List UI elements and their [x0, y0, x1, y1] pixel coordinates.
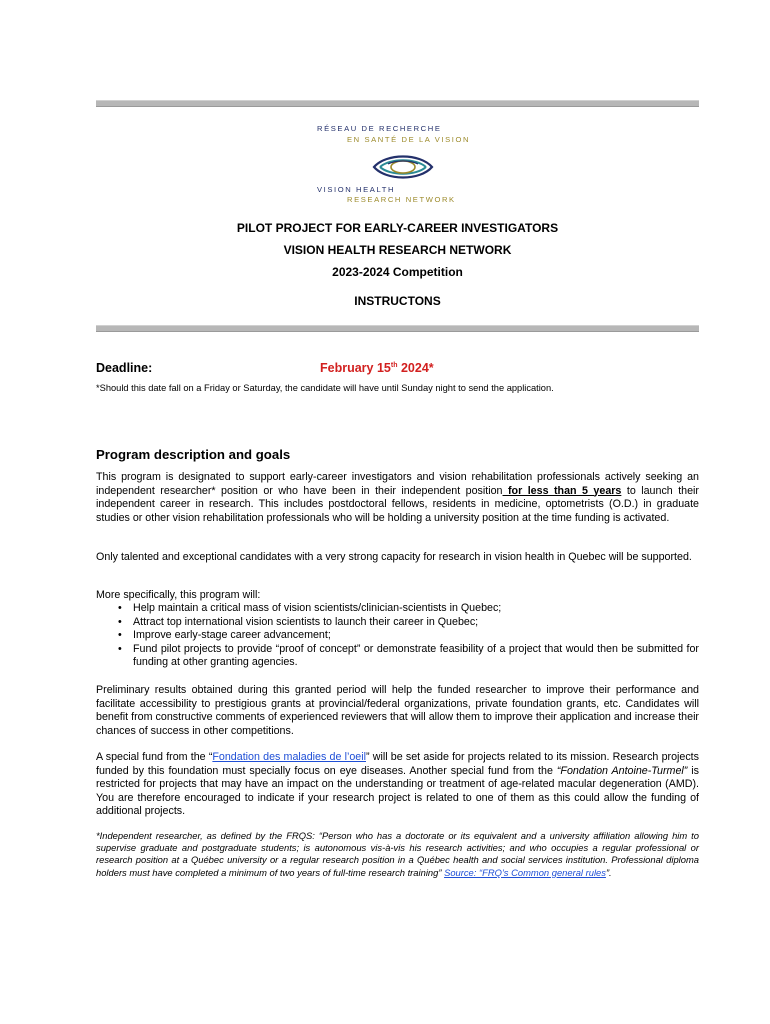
list-item: • Fund pilot projects to provide “proof of concept” or demonstrate feasibility of a project that would then be submitted for funding at other granting agencies. [96, 643, 699, 670]
intro-text-b: to launch their independent career in research. This includes postdoctoral fellows, residents in medicine, optometrists (O.D.) in graduate studies or other vision rehabilitation professionals who will be holding a university position at the time funding is activated. [96, 484, 699, 524]
funds-text-a: A special fund from the “ [96, 751, 213, 763]
deadline-date [320, 361, 434, 375]
logo-line-1: RÉSEAU DE RECHERCHE [317, 124, 442, 133]
footnote-text: *Independent researcher, as defined by the FRQS: “Person who has a doctorate or its equivalent and a university affiliation allowing him to supervise graduate and postgraduate students; is autonomous vis-à-vis his research activities; and who occupies a regular professional or research position at a Québec university or a regular research position in a Québec health and social services institution. Professional diploma holders must have completed a minimum of two years of full-time research training” [96, 830, 699, 878]
intro-text-a: This program is designated to support early-career investigators and vision rehabilitation professionals actively seeking an independent researcher* position or who have been in their independent position [96, 471, 699, 497]
eye-icon [372, 150, 434, 184]
funds-text-c: is restricted for projects that may have an impact on the understanding or treatment of age-related macular degeneration (AMD). You are therefore encouraged to indicate if your research project is related to one of them as this could allow the funding of additional projects. [96, 764, 700, 817]
objectives-list [96, 602, 699, 670]
logo-line-4: RESEARCH NETWORK [347, 195, 456, 204]
paragraph-intro [96, 471, 699, 525]
paragraph-results: Preliminary results obtained during this granted period will help the funded researcher to improve their performance and facilitate accessibility to prestigious grants at provincial/federal organizations, private foundation grants, etc. Candidates will benefit from constructive comments of experienced reviewers that will allow them to improve their application and increase their chances of success in other competitions. [96, 684, 699, 737]
title-line-3: 2023-2024 Competition [332, 265, 463, 279]
deadline-date-suffix: th [390, 361, 398, 369]
section-heading: Program description and goals [96, 447, 291, 462]
deadline-label: Deadline: [96, 361, 153, 375]
title-line-4: INSTRUCTONS [354, 294, 441, 308]
deadline-date-main: February 15 [320, 361, 391, 375]
vhrn-logo [317, 124, 487, 208]
paragraph-objectives-lead: More specifically, this program will: [96, 589, 261, 601]
funds-foundation-name: “Fondation Antoine-Turmel” [556, 764, 688, 777]
deadline-date-year: 2024* [397, 361, 434, 375]
list-item: • Improve early-stage career advancement; [96, 629, 699, 643]
title-line-1: PILOT PROJECT FOR EARLY-CAREER INVESTIGATORS [236, 221, 559, 235]
list-item: • Help maintain a critical mass of vision scientists/clinician-scientists in Quebec; [96, 602, 699, 616]
foundation-link[interactable]: Fondation des maladies de l’oeil [212, 751, 366, 763]
top-divider [96, 100, 699, 107]
paragraph-special-funds [96, 751, 699, 819]
footnote [96, 830, 699, 879]
deadline-note: *Should this date fall on a Friday or Saturday, the candidate will have until Sunday night to send the application. [96, 383, 554, 393]
logo-line-3: VISION HEALTH [317, 185, 396, 194]
list-item: • Attract top international vision scientists to launch their career in Quebec; [96, 616, 699, 630]
bottom-divider [96, 325, 699, 332]
intro-emphasis: for less than 5 years [502, 484, 622, 497]
frq-rules-link[interactable]: Source: “FRQ’s Common general rules [444, 866, 606, 878]
title-line-2: VISION HEALTH RESEARCH NETWORK [283, 243, 512, 257]
footnote-end: ”. [605, 866, 612, 878]
logo-line-2: EN SANTÉ DE LA VISION [347, 135, 471, 144]
funds-text-b: ” will be set aside for projects related to its mission. Research projects funded by this foundation must specially focus on eye diseases. Another special fund from the [96, 751, 699, 777]
paragraph-candidates: Only talented and exceptional candidates with a very strong capacity for research in vision health in Quebec will be supported. [96, 551, 692, 563]
